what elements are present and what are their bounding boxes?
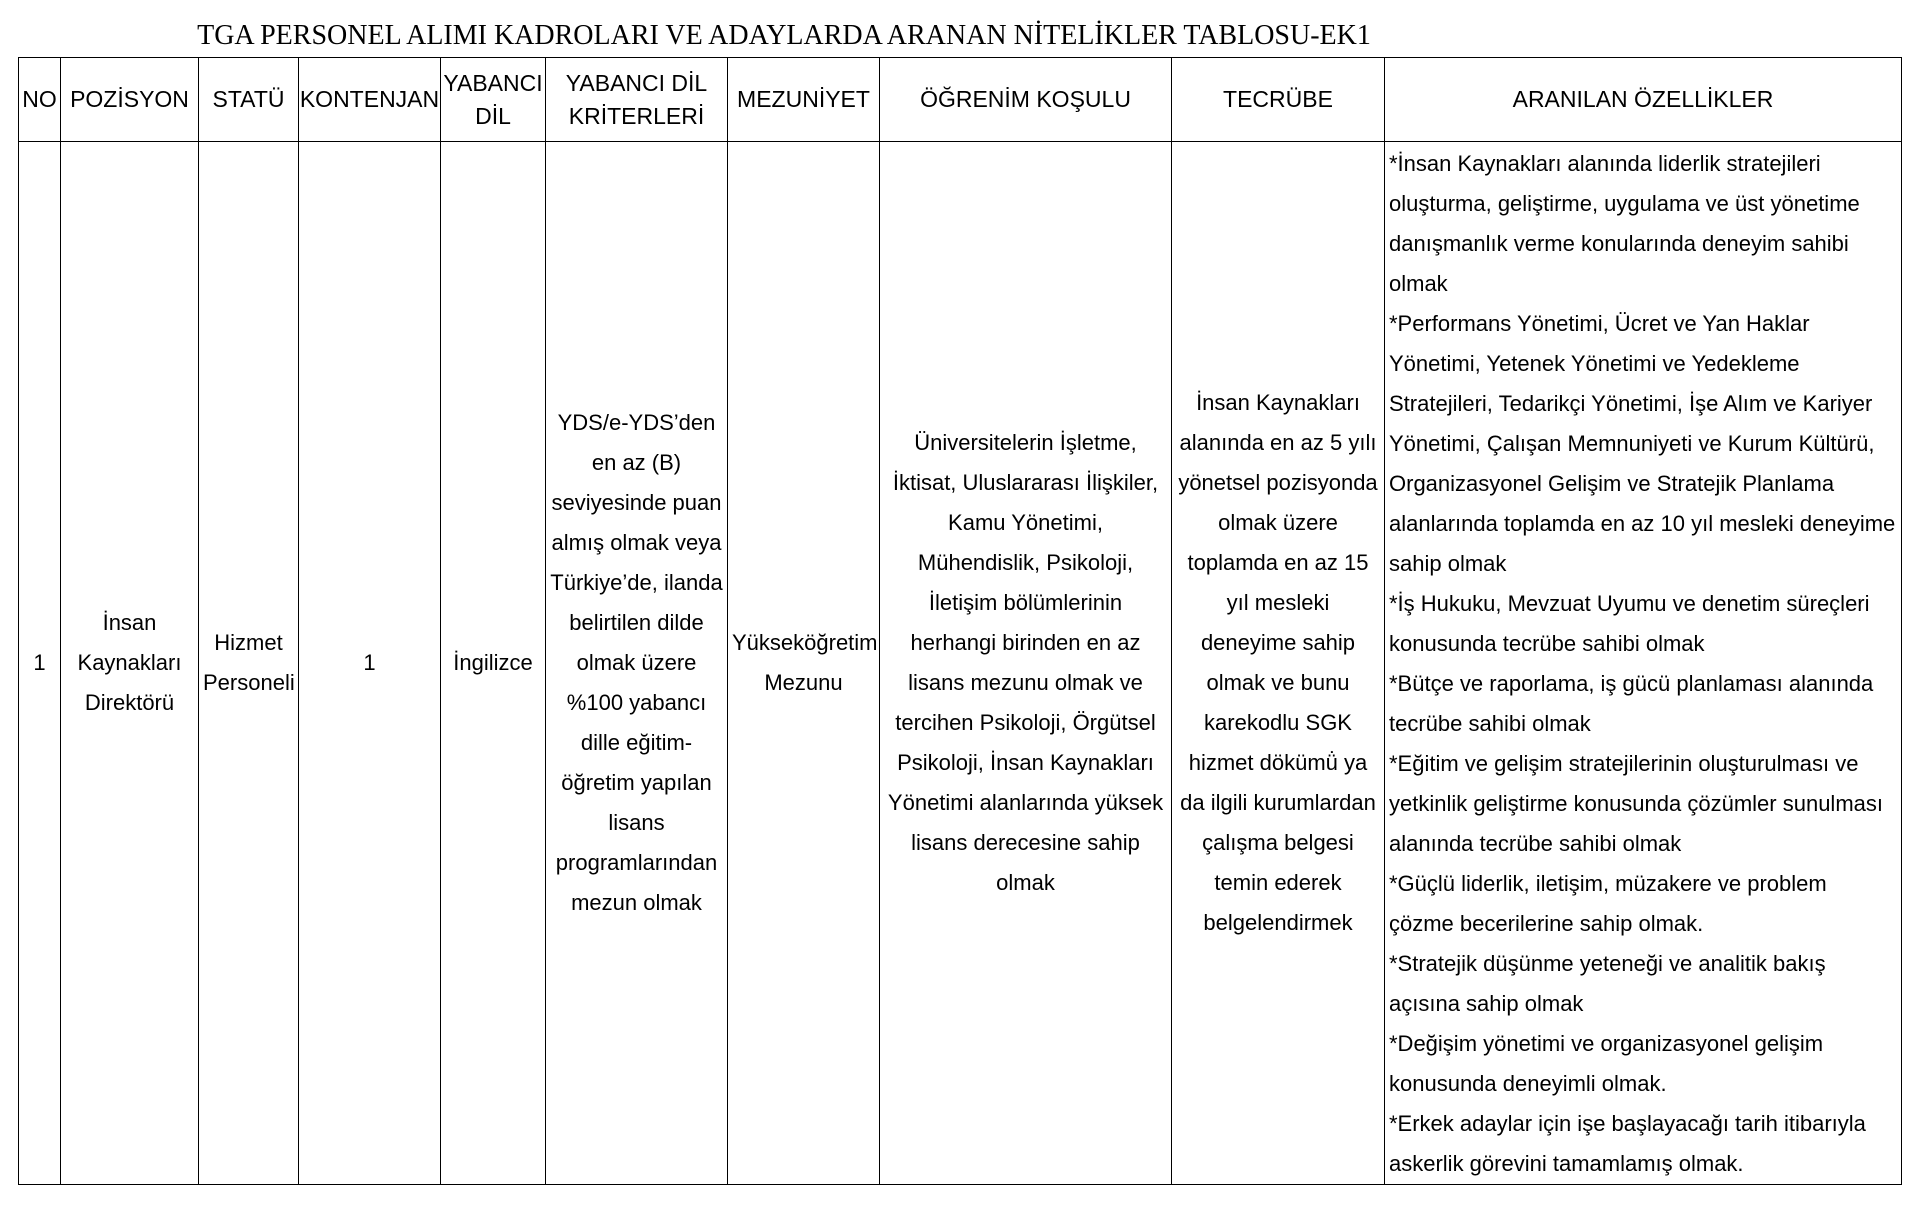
document-title (0, 20, 1920, 52)
list-item: *Güçlü liderlik, iletişim, müzakere ve problem çözme becerilerine sahip olmak. (1389, 871, 1827, 936)
header-aranilan-ozellikler: ARANILAN ÖZELLİKLER (1385, 58, 1902, 142)
header-yabanci-dil-line2: DİL (475, 102, 511, 129)
cell-aranilan-ozellikler (1385, 142, 1902, 1185)
cell-statu-text: Hizmet Personeli (203, 630, 295, 695)
cell-mezuniyet (728, 142, 880, 1185)
header-dil-kriterleri-line1: YABANCI DİL (565, 69, 708, 96)
cell-pozisyon (61, 142, 199, 1185)
list-item: *İş Hukuku, Mevzuat Uyumu ve denetim süreçleri konusunda tecrübe sahibi olmak (1389, 591, 1870, 656)
cell-kontenjan (299, 142, 441, 1185)
document-title-text: TGA PERSONEL ALIMI KADROLARI VE ADAYLARDA ARANAN NİTELİKLER TABLOSU-EK1 (197, 20, 1371, 51)
table-row (19, 142, 1902, 1185)
features-list (1385, 142, 1901, 1184)
cell-statu (199, 142, 299, 1185)
cell-tecrube (1172, 142, 1385, 1185)
cell-ogrenim-kosulu-text: Üniversitelerin İşletme, İktisat, Uluslararası İlişkiler, Kamu Yönetimi, Mühendislik, Psikoloji, İletişim bölümlerinin herhangi birinden en az lisans mezunu olmak ve tercihen Psikoloji, Örgütsel Psikoloji, İnsan Kaynakları Yönetimi alanlarında yüksek lisans derecesine sahip olmak (887, 430, 1164, 895)
cell-tecrube-text: İnsan Kaynakları alanında en az 5 yılı yönetsel pozisyonda olmak üzere toplamda en az 15 yıl mesleki deneyime sahip olmak ve bunu karekodlu SGK hizmet dökümü̇ ya da ilgili kurumlardan çalışma belgesi temin ederek belgelendirmek (1178, 390, 1378, 935)
list-item: *Eğitim ve gelişim stratejilerinin oluşturulması ve yetkinlik geliştirme konusunda çözümler sunulması alanında tecrübe sahibi olmak (1389, 751, 1883, 856)
header-ogrenim-kosulu: ÖĞRENİM KOŞULU (880, 58, 1172, 142)
header-kontenjan: KONTENJAN (299, 58, 441, 142)
header-tecrube: TECRÜBE (1172, 58, 1385, 142)
header-yabanci-dil-line1: YABANCI (443, 69, 543, 96)
cell-kontenjan-text: 1 (363, 650, 376, 675)
header-dil-kriterleri-line2: KRİTERLERİ (568, 102, 705, 129)
cell-no (19, 142, 61, 1185)
requirements-table (18, 57, 1902, 1185)
list-item: *Değişim yönetimi ve organizasyonel gelişim konusunda deneyimli olmak. (1389, 1031, 1824, 1096)
cell-mezuniyet-text: Yükseköğretim Mezunu (732, 630, 878, 695)
header-dil-kriterleri (546, 58, 728, 142)
header-statu: STATÜ (199, 58, 299, 142)
cell-yabanci-dil (441, 142, 546, 1185)
header-no: NO (19, 58, 61, 142)
list-item: *Bütçe ve raporlama, iş gücü planlaması alanında tecrübe sahibi olmak (1389, 671, 1874, 736)
cell-dil-kriterleri (546, 142, 728, 1185)
list-item: *Performans Yönetimi, Ücret ve Yan Haklar Yönetimi, Yetenek Yönetimi ve Yedekleme Stratejileri, Tedarikçi Yönetimi, İşe Alım ve Kariyer Yönetimi, Çalışan Memnuniyeti ve Kurum Kültürü, Organizasyonel Gelişim ve Stratejik Planlama alanlarında toplamda en az 10 yıl mesleki deneyime sahip olmak (1389, 311, 1896, 576)
cell-yabanci-dil-text: İngilizce (453, 650, 533, 675)
list-item: *İnsan Kaynakları alanında liderlik stratejileri oluşturma, geliştirme, uygulama ve üst yönetime danışmanlık verme konularında deneyim sahibi olmak (1389, 151, 1860, 296)
header-mezuniyet: MEZUNİYET (728, 58, 880, 142)
table-header-row (19, 58, 1902, 142)
list-item: *Stratejik düşünme yeteneği ve analitik bakış açısına sahip olmak (1389, 951, 1826, 1016)
header-yabanci-dil (441, 58, 546, 142)
header-pozisyon: POZİSYON (61, 58, 199, 142)
cell-no-text: 1 (33, 650, 46, 675)
list-item: *Erkek adaylar için işe başlayacağı tarih itibarıyla askerlik görevini tamamlamış olmak. (1389, 1111, 1866, 1176)
cell-dil-kriterleri-text: YDS/e-YDS’den en az (B) seviyesinde puan almış olmak veya Türkiye’de, ilanda belirtilen dilde olmak üzere %100 yabancı dille eğitim-öğretim yapılan lisans programlarından mezun olmak (550, 410, 723, 915)
cell-pozisyon-text: İnsan Kaynakları Direktörü (77, 610, 182, 715)
cell-ogrenim-kosulu (880, 142, 1172, 1185)
